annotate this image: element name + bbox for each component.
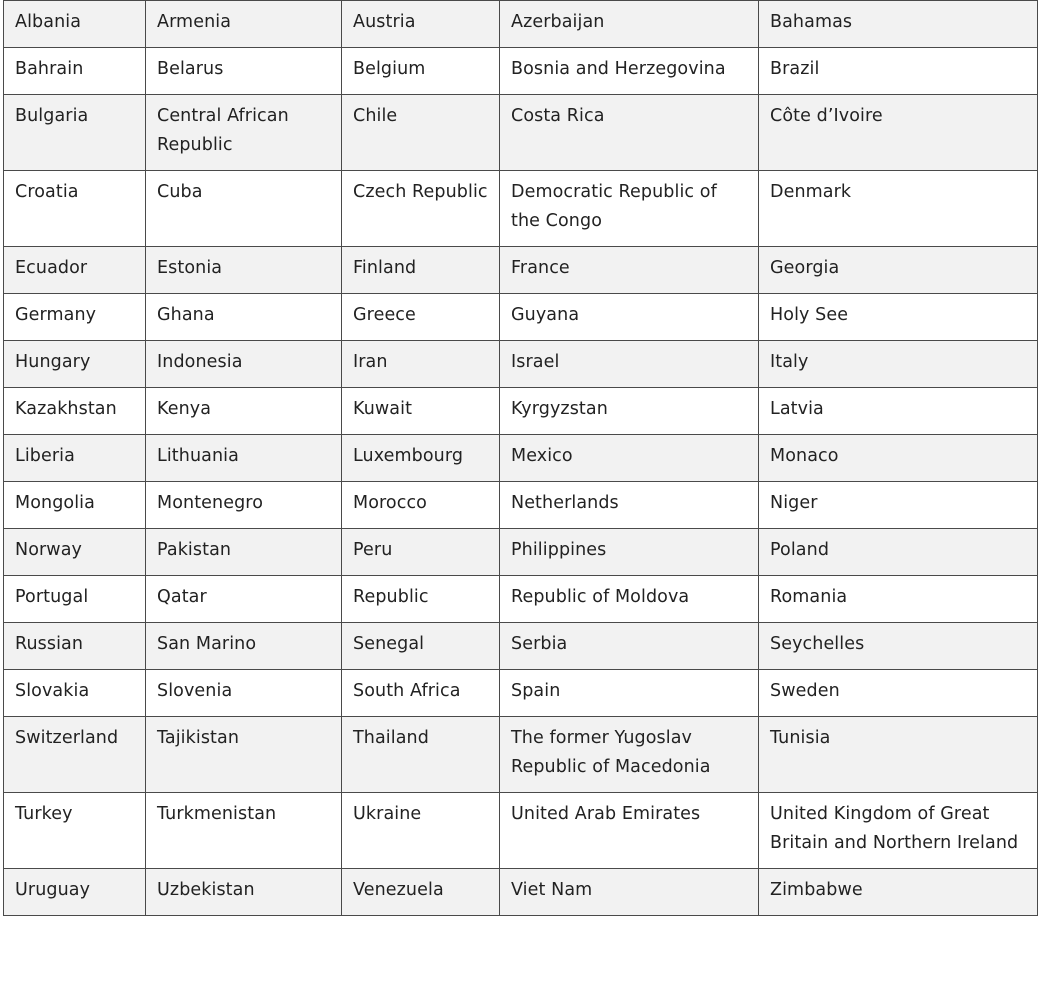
- table-row: [4, 576, 1038, 623]
- table-cell: Viet Nam: [500, 869, 759, 916]
- table-cell: Philippines: [500, 529, 759, 576]
- table-cell: Italy: [759, 341, 1038, 388]
- table-cell: Tajikistan: [146, 717, 342, 793]
- table-cell: Indonesia: [146, 341, 342, 388]
- table-cell: Senegal: [342, 623, 500, 670]
- table-cell: Tunisia: [759, 717, 1038, 793]
- table-cell: Kuwait: [342, 388, 500, 435]
- table-cell: Iran: [342, 341, 500, 388]
- table-cell: Netherlands: [500, 482, 759, 529]
- table-cell: Norway: [4, 529, 146, 576]
- table-cell: Denmark: [759, 171, 1038, 247]
- table-cell: Cuba: [146, 171, 342, 247]
- table-cell: Ukraine: [342, 793, 500, 869]
- table-cell: Liberia: [4, 435, 146, 482]
- table-cell: Israel: [500, 341, 759, 388]
- table-cell: Holy See: [759, 294, 1038, 341]
- table-cell: South Africa: [342, 670, 500, 717]
- table-cell: Bahrain: [4, 48, 146, 95]
- table-cell: Venezuela: [342, 869, 500, 916]
- table-cell: Slovenia: [146, 670, 342, 717]
- table-row: [4, 869, 1038, 916]
- table-cell: Hungary: [4, 341, 146, 388]
- table-cell: Thailand: [342, 717, 500, 793]
- table-cell: Germany: [4, 294, 146, 341]
- table-cell: Monaco: [759, 435, 1038, 482]
- table-row: [4, 482, 1038, 529]
- country-table-body: [4, 1, 1038, 916]
- table-cell: Uruguay: [4, 869, 146, 916]
- table-cell: Kazakhstan: [4, 388, 146, 435]
- table-cell: Bosnia and Herzegovina: [500, 48, 759, 95]
- table-cell: Zimbabwe: [759, 869, 1038, 916]
- country-table: [3, 0, 1038, 916]
- table-cell: Czech Republic: [342, 171, 500, 247]
- table-cell: Qatar: [146, 576, 342, 623]
- table-cell: Belgium: [342, 48, 500, 95]
- table-cell: Central African Republic: [146, 95, 342, 171]
- table-cell: France: [500, 247, 759, 294]
- table-row: [4, 95, 1038, 171]
- table-cell: Finland: [342, 247, 500, 294]
- table-cell: United Arab Emirates: [500, 793, 759, 869]
- table-cell: Morocco: [342, 482, 500, 529]
- table-row: [4, 435, 1038, 482]
- table-cell: Portugal: [4, 576, 146, 623]
- table-cell: Republic of Moldova: [500, 576, 759, 623]
- table-cell: Lithuania: [146, 435, 342, 482]
- table-cell: Croatia: [4, 171, 146, 247]
- table-cell: United Kingdom of Great Britain and Northern Ireland: [759, 793, 1038, 869]
- table-cell: Serbia: [500, 623, 759, 670]
- table-cell: Côte d’Ivoire: [759, 95, 1038, 171]
- table-cell: The former Yugoslav Republic of Macedonia: [500, 717, 759, 793]
- table-row: [4, 388, 1038, 435]
- table-cell: Georgia: [759, 247, 1038, 294]
- table-cell: Ecuador: [4, 247, 146, 294]
- table-cell: Ghana: [146, 294, 342, 341]
- table-cell: Azerbaijan: [500, 1, 759, 48]
- table-cell: Armenia: [146, 1, 342, 48]
- table-cell: Slovakia: [4, 670, 146, 717]
- table-cell: Niger: [759, 482, 1038, 529]
- table-cell: Bulgaria: [4, 95, 146, 171]
- table-row: [4, 717, 1038, 793]
- table-cell: Sweden: [759, 670, 1038, 717]
- table-cell: Switzerland: [4, 717, 146, 793]
- table-cell: Montenegro: [146, 482, 342, 529]
- table-cell: Latvia: [759, 388, 1038, 435]
- table-cell: Poland: [759, 529, 1038, 576]
- table-cell: San Marino: [146, 623, 342, 670]
- table-cell: Guyana: [500, 294, 759, 341]
- table-cell: Seychelles: [759, 623, 1038, 670]
- table-cell: Russian: [4, 623, 146, 670]
- table-cell: Estonia: [146, 247, 342, 294]
- table-cell: Belarus: [146, 48, 342, 95]
- table-cell: Kenya: [146, 388, 342, 435]
- table-cell: Luxembourg: [342, 435, 500, 482]
- table-cell: Greece: [342, 294, 500, 341]
- table-row: [4, 247, 1038, 294]
- table-row: [4, 623, 1038, 670]
- table-cell: Mongolia: [4, 482, 146, 529]
- table-row: [4, 670, 1038, 717]
- table-cell: Democratic Republic of the Congo: [500, 171, 759, 247]
- table-cell: Brazil: [759, 48, 1038, 95]
- table-cell: Mexico: [500, 435, 759, 482]
- table-row: [4, 171, 1038, 247]
- table-cell: Kyrgyzstan: [500, 388, 759, 435]
- table-row: [4, 1, 1038, 48]
- table-cell: Romania: [759, 576, 1038, 623]
- table-cell: Bahamas: [759, 1, 1038, 48]
- table-row: [4, 529, 1038, 576]
- table-row: [4, 48, 1038, 95]
- table-cell: Pakistan: [146, 529, 342, 576]
- table-cell: Chile: [342, 95, 500, 171]
- table-cell: Republic: [342, 576, 500, 623]
- table-cell: Austria: [342, 1, 500, 48]
- table-cell: Spain: [500, 670, 759, 717]
- table-row: [4, 294, 1038, 341]
- table-cell: Peru: [342, 529, 500, 576]
- table-row: [4, 341, 1038, 388]
- table-row: [4, 793, 1038, 869]
- table-cell: Costa Rica: [500, 95, 759, 171]
- table-cell: Turkey: [4, 793, 146, 869]
- table-cell: Albania: [4, 1, 146, 48]
- table-cell: Turkmenistan: [146, 793, 342, 869]
- table-cell: Uzbekistan: [146, 869, 342, 916]
